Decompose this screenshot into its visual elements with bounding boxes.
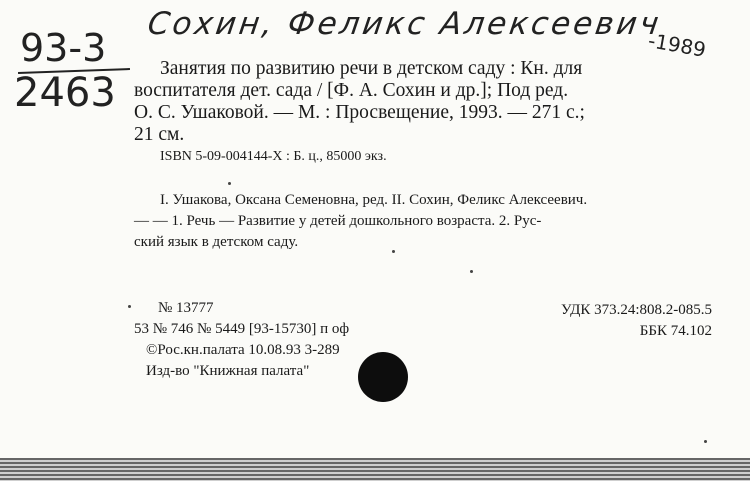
- bbk-code: ББК 74.102: [639, 323, 712, 339]
- speck: [128, 305, 131, 308]
- speck: [392, 250, 395, 253]
- handwritten-year: -1989: [646, 28, 708, 62]
- speck: [704, 440, 707, 443]
- shelf-mark-bottom: 2463: [14, 70, 116, 116]
- title-line-3: О. С. Ушаковой. — М. : Просвещение, 1993. — 271 с.;: [134, 102, 585, 123]
- catalog-codes: 53 № 746 № 5449 [93-15730] п оф: [134, 321, 350, 337]
- record-number: № 13777: [158, 300, 214, 316]
- title-line-1: Занятия по развитию речи в детском саду : Кн. для: [160, 58, 583, 79]
- tracing-line-2: — — 1. Речь — Развитие у детей дошкольного возраста. 2. Рус-: [134, 213, 542, 229]
- speck: [228, 182, 231, 185]
- shelf-mark-top: 93-3: [20, 26, 107, 70]
- chamber-stamp: ©Рос.кн.палата 10.08.93 3-289: [146, 342, 340, 358]
- title-line-2: воспитателя дет. сада / [Ф. А. Сохин и др.]; Под ред.: [134, 80, 569, 101]
- tracing-line-3: ский язык в детском саду.: [134, 234, 299, 250]
- footer-left: [134, 298, 350, 382]
- handwritten-author: Сохин, Феликс Алексеевич: [145, 6, 664, 42]
- punch-hole: [358, 352, 408, 402]
- speck: [470, 270, 473, 273]
- tracings: [134, 190, 690, 253]
- footer-right: [536, 300, 712, 342]
- bibliographic-entry: [134, 58, 714, 146]
- isbn-line: ISBN 5-09-004144-X : Б. ц., 85000 экз.: [160, 149, 387, 164]
- title-line-4: 21 см.: [134, 124, 185, 145]
- udk-code: УДК 373.24:808.2-085.5: [560, 302, 712, 318]
- scan-edge: [0, 458, 750, 481]
- publisher-line: Изд-во "Книжная палата": [146, 363, 310, 379]
- tracing-line-1: I. Ушакова, Оксана Семеновна, ред. II. Сохин, Феликс Алексеевич.: [160, 192, 588, 208]
